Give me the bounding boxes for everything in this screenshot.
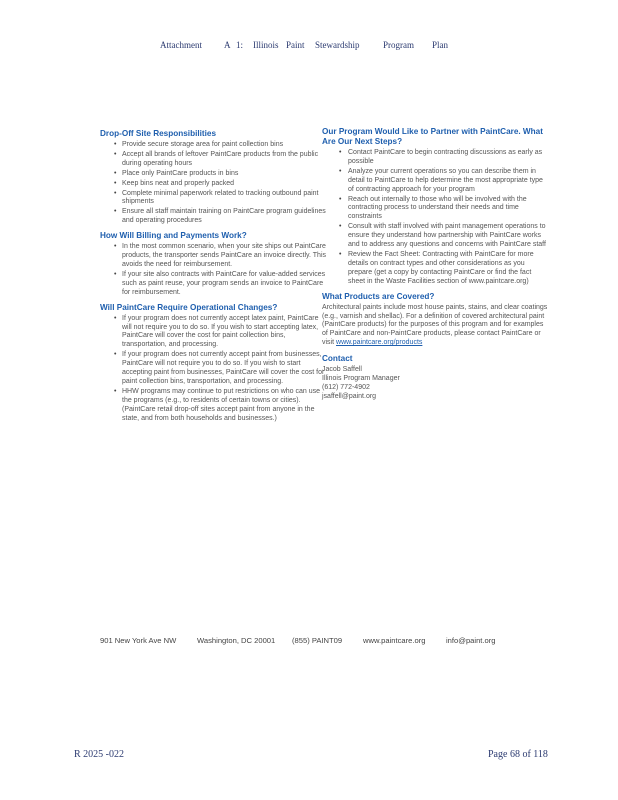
section-heading: Drop-Off Site Responsibilities: [100, 129, 217, 138]
list-item: • In the most common scenario, when your site ships out PaintCare products, the transporter sends PaintCare an invoice directly. This avoids the need for reimbursement.: [100, 243, 326, 270]
list-item: • Provide secure storage area for paint collection bins: [100, 141, 326, 150]
header-word: A: [224, 40, 231, 50]
header-word: 1:: [236, 40, 244, 50]
list-item: • Reach out internally to those who will be involved with the contracting process to understand their needs and time constraints: [322, 196, 548, 223]
section-heading: Our Program Would Like to Partner with PaintCare. What Are Our Next Steps?: [322, 127, 543, 146]
header-word: Attachment: [160, 40, 202, 50]
list-item: • Contact PaintCare to begin contracting discussions as early as possible: [322, 149, 548, 167]
list-item: • Analyze your current operations so you can describe them in detail to PaintCare to help determine the most appropriate type of contracting approach for your program: [322, 168, 548, 195]
products-paragraph: [322, 304, 548, 349]
list-item: • If your site also contracts with PaintCare for value-added services such as paint reuse, your program sends an invoice to PaintCare for reimbursement.: [100, 271, 326, 298]
document-number: R 2025 -022: [74, 749, 124, 760]
left-column: [100, 127, 326, 428]
contact-phone: (612) 772-4902: [322, 383, 370, 391]
list-item: • Review the Fact Sheet: Contracting with PaintCare for more details on contract types and other considerations as you prepare (get a copy by contacting PaintCare or find the fact sheet in the Waste Facilities section of www.paintcare.org): [322, 251, 548, 287]
section-heading: Contact: [322, 354, 353, 364]
footer-address: 901 New York Ave NW: [100, 636, 177, 645]
contact-role: Illinois Program Manager: [322, 375, 400, 383]
responsibilities-list: [100, 141, 326, 226]
list-item: • Accept all brands of leftover PaintCare products from the public during operating hours: [100, 151, 326, 169]
header-word: Illinois: [253, 40, 279, 50]
footer-website: www.paintcare.org: [363, 636, 426, 645]
footer-phone: (855) PAINT09: [292, 636, 343, 645]
section-heading: Will PaintCare Require Operational Changes?: [100, 302, 278, 312]
products-text: Architectural paints include most house paints, stains, and clear coatings (e.g., varnish and shellac). For a definition of covered architectural paint (PaintCare products) for the purposes of this program and for examples of PaintCare and non-PaintCare products, please contact PaintCare or visit: [322, 303, 548, 347]
header-word: Stewardship: [315, 40, 360, 50]
right-column: [322, 127, 548, 402]
list-item: • Consult with staff involved with paint management operations to ensure they understand how partnership with PaintCare works and to address any questions and concerns with PaintCare staff: [322, 223, 548, 250]
next-steps-list: [322, 149, 548, 287]
section-heading: What Products are Covered?: [322, 291, 435, 301]
list-item: • Complete minimal paperwork related to tracking outbound paint shipments: [100, 190, 326, 208]
contact-email: jsaffell@paint.org: [322, 392, 377, 400]
footer-city: Washington, DC 20001: [197, 636, 276, 645]
products-link[interactable]: www.paintcare.org/products: [336, 339, 423, 347]
list-item: • Place only PaintCare products in bins: [100, 170, 326, 179]
header-word: Paint: [286, 40, 305, 50]
list-item: • Ensure all staff maintain training on PaintCare program guidelines and operating procedures: [100, 208, 326, 226]
billing-list: [100, 243, 326, 297]
list-item: • If your program does not currently accept paint from businesses, PaintCare will not require you to do so. If you wish to start accepting paint from businesses, PaintCare will cover the cost for paint collection bins, transportation, and processing.: [100, 351, 326, 387]
page-number: Page 68 of 118: [488, 749, 548, 760]
header-word: Program: [383, 40, 414, 50]
header-word: Plan: [432, 40, 449, 50]
list-item: • Keep bins neat and properly packed: [100, 180, 326, 189]
list-item: • HHW programs may continue to put restrictions on who can use the programs (e.g., to residents of certain towns or cities). (PaintCare retail drop-off sites accept paint from anyone in the state, and from both households and businesses.): [100, 388, 326, 424]
operational-changes-list: [100, 315, 326, 424]
list-item: • If your program does not currently accept latex paint, PaintCare will not require you to do so. If you wish to start accepting latex, PaintCare will cover the cost for paint collection bins, transportation, and processing.: [100, 315, 326, 351]
contact-name: Jacob Saffell: [322, 366, 362, 374]
section-heading: How Will Billing and Payments Work?: [100, 231, 247, 241]
footer-email: info@paint.org: [446, 636, 496, 645]
